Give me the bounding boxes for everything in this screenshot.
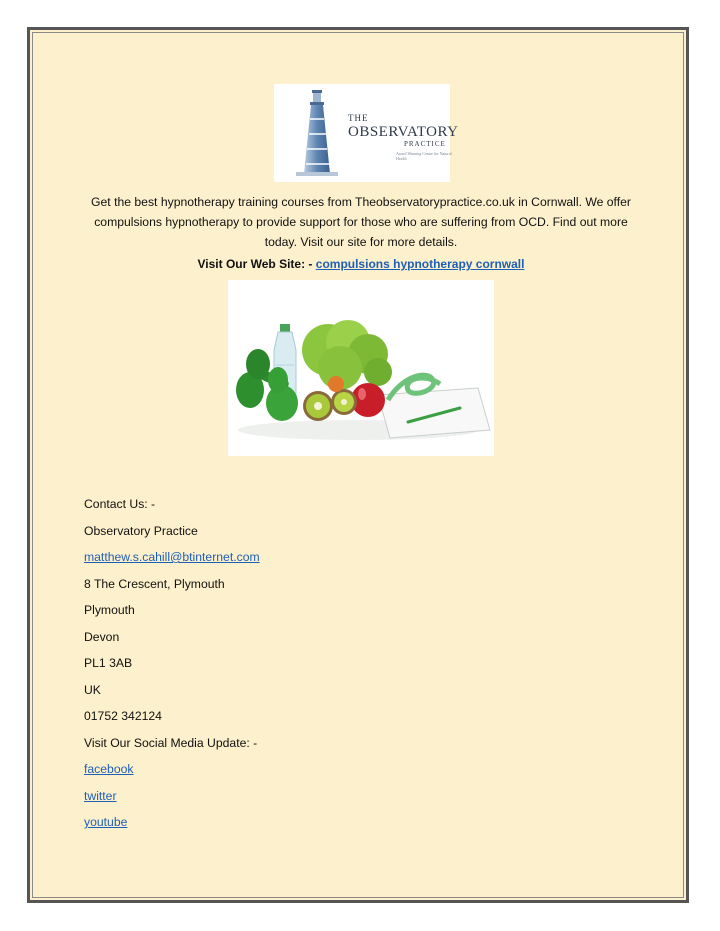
contact-county: Devon	[84, 629, 120, 644]
email-link[interactable]: matthew.s.cahill@btinternet.com	[84, 550, 260, 564]
contact-heading: Contact Us: -	[84, 497, 156, 511]
intro-paragraph: Get the best hypnotherapy training courses from Theobservatorypractice.co.uk in Cornwall. We offer compulsions hypnotherapy to provide support for those who are suffering from OCD. Find out more today. Visit our site for more details.	[91, 195, 631, 249]
contact-address: 8 The Crescent, Plymouth	[84, 576, 225, 591]
logo-the: THE	[348, 113, 369, 123]
visit-line	[78, 254, 644, 274]
contact-block	[84, 496, 260, 841]
contact-country: UK	[84, 682, 101, 697]
visit-label: Visit Our Web Site: -	[197, 257, 316, 271]
notebook-icon	[378, 388, 490, 438]
social-heading: Visit Our Social Media Update: -	[84, 735, 258, 750]
contact-city: Plymouth	[84, 603, 135, 617]
website-link[interactable]: compulsions hypnotherapy cornwall	[315, 257, 525, 271]
youtube-link[interactable]: youtube	[84, 815, 128, 829]
twitter-link[interactable]: twitter	[84, 788, 117, 803]
observatory-logo	[274, 84, 459, 182]
lettuce-icon	[302, 320, 392, 390]
document-page	[27, 27, 689, 903]
contact-postcode: PL1 3AB	[84, 656, 133, 670]
logo-name: OBSERVATORY	[348, 124, 459, 140]
logo-practice: PRACTICE	[404, 140, 446, 148]
contact-name: Observatory Practice	[84, 523, 198, 538]
contact-phone: 01752 342124	[84, 709, 162, 723]
fitness-food-photo	[228, 280, 494, 456]
logo-tagline: Award Winning Centre for Natural Health	[396, 151, 452, 161]
facebook-link[interactable]: facebook	[84, 762, 134, 776]
